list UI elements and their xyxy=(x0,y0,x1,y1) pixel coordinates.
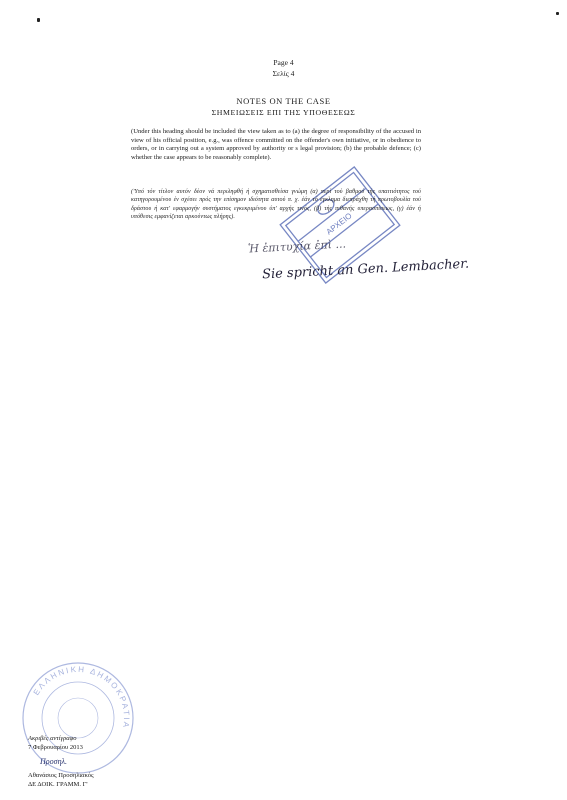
certified-copy-date: 7 Φεβρουαρίου 2013 xyxy=(28,744,83,751)
certified-copy-label: Ακριβές αντίγραφο xyxy=(28,735,77,742)
certifier-office: ΔΕ ΔΟΙΚ. ΓΡΑΜΜ. Γ' xyxy=(28,781,88,788)
page-number-en: Page 4 xyxy=(273,58,294,67)
round-seal xyxy=(18,658,138,778)
instructions-en: (Under this heading should be included the view taken as to (a) the degree of responsibility of the accused in view of his official position, e.g., was offence committed on the offender's own initiative, or in obedience to orders, or in carrying out a system approved by authority or s legal provision; (b) the probable defence; (c) whether the case appears to be reasonably complete). xyxy=(131,128,421,162)
scan-speck xyxy=(37,18,40,22)
certifier-name: Αθανάσιος Προσηλιακός xyxy=(28,772,94,779)
title-en: NOTES ON THE CASE xyxy=(236,96,331,106)
round-seal-text: ΕΛΛΗΝΙΚΗ ΔΗΜΟΚΡΑΤΙΑ xyxy=(31,664,132,730)
title-gr: ΣΗΜΕΙΩΣΕΙΣ ΕΠΙ ΤΗΣ ΥΠΟΘΕΣΕΩΣ xyxy=(211,108,356,117)
instructions-gr: ('Υπό τόν τίτλον αυτόν δέον νά περιληφθή ή σχηματισθείσα γνώμη (α) περί τού βαθμού τής υπαιτιότητος τού κατηγορουμένου έν σχέσει πρός την επίσημον ιδιότητα αυτού π. χ. έάν τό έγκλημα διεπράχθη τή πρωτοβουλία τού δράστου ή κατ' εφαρμογήν συστήματος εγκεκριμένου ύπ' αρχής τινός, (β) τής πιθανής υπερασπίσεως, (γ) έάν ή υπόθεσις εμφανίζεται αρκούντως πλήρης). xyxy=(131,189,421,221)
svg-text:ΕΛΛΗΝΙΚΗ ΔΗΜΟΚΡΑΤΙΑ xyxy=(32,665,131,730)
archive-stamp-text: ΑΡΧΕΙΟ xyxy=(324,211,354,237)
page-number-gr: Σελίς 4 xyxy=(272,69,295,78)
scan-speck xyxy=(556,12,559,15)
handwritten-note-2: Sie spricht an Gen. Lembacher. xyxy=(261,256,470,283)
certifier-signature: Προσηλ. xyxy=(40,757,67,766)
handwritten-note-1: Ἡ ἐπιτυχία ἐπὶ ... xyxy=(247,237,347,256)
